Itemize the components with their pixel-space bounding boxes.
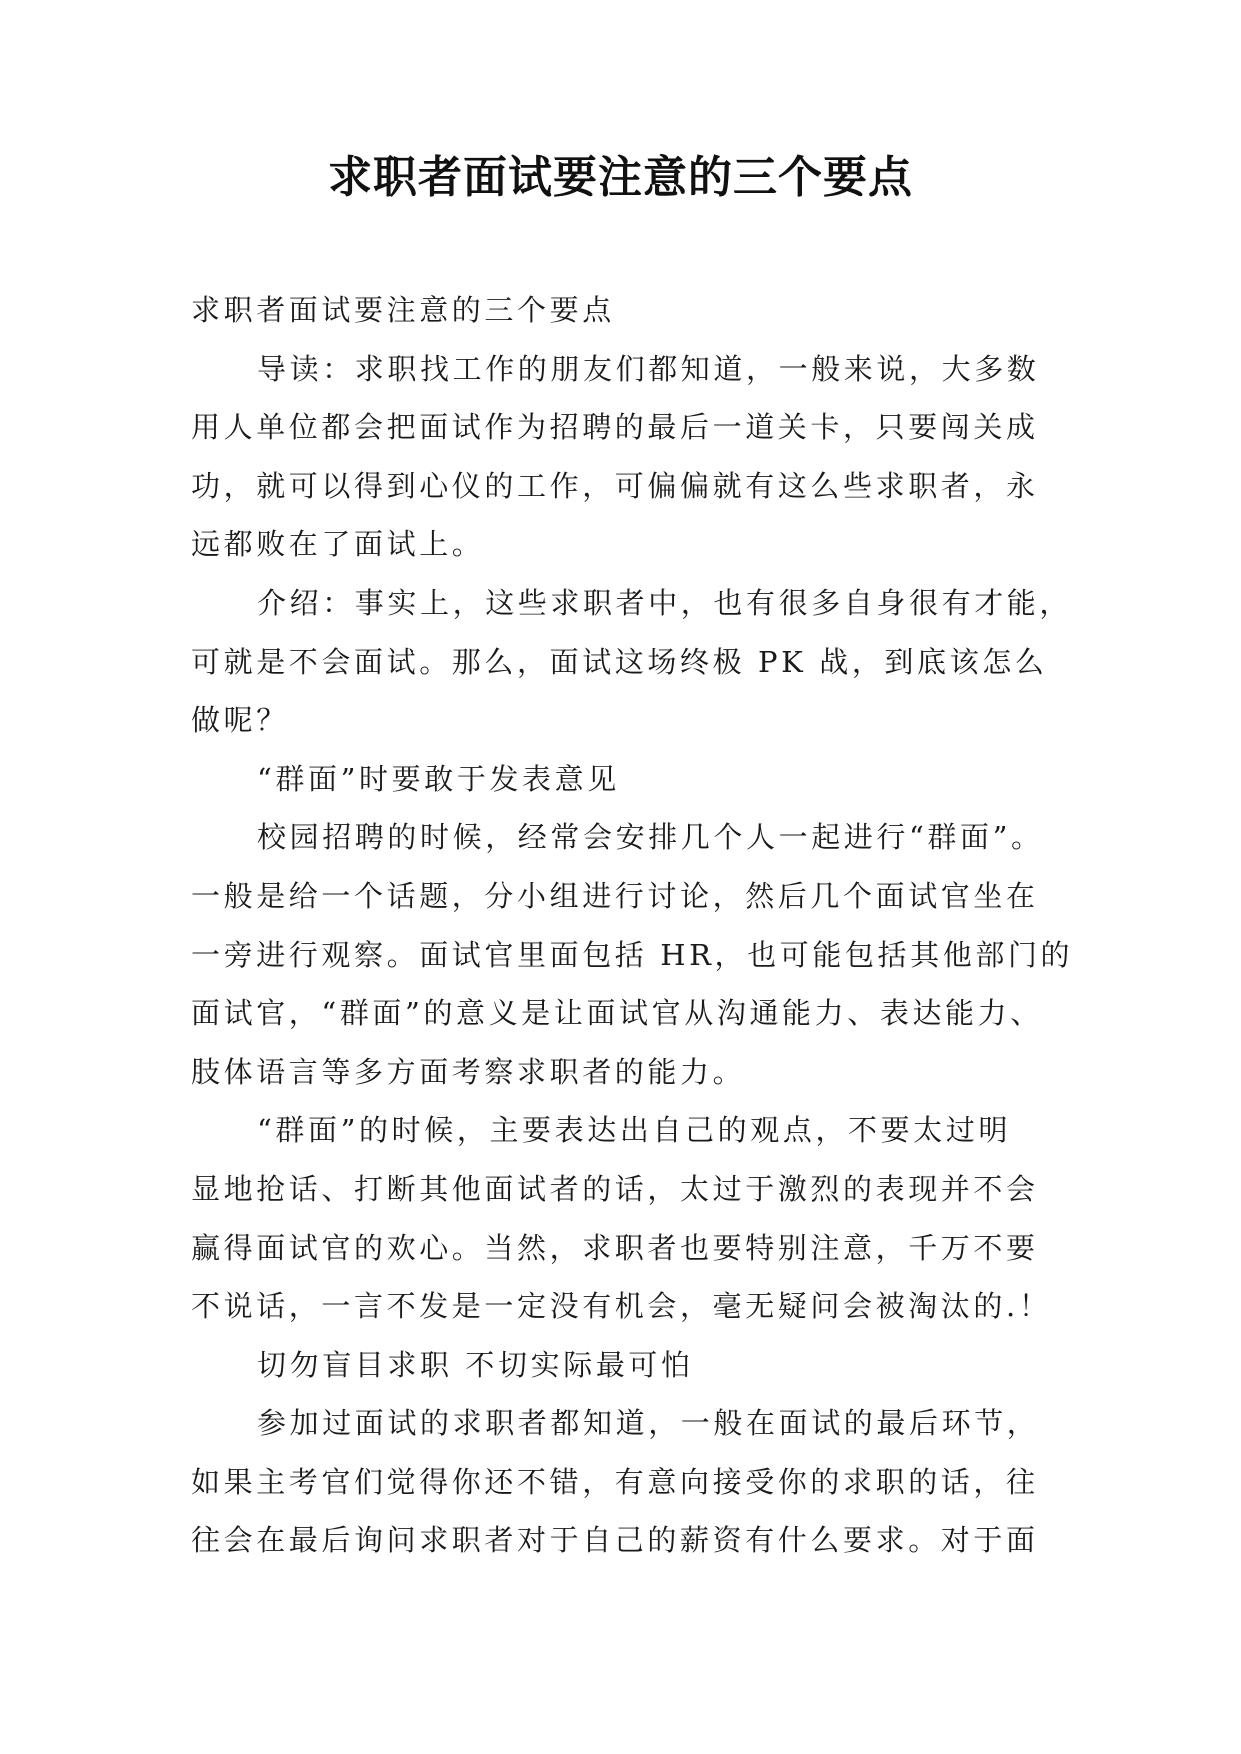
body-line: 导读：求职找工作的朋友们都知道，一般来说，大多数 <box>257 351 1040 386</box>
body-line: 一旁进行观察。面试官里面包括 HR，也可能包括其他部门的 <box>191 937 1074 972</box>
body-line: 功，就可以得到心仪的工作，可偏偏就有这么些求职者，永 <box>191 468 1039 503</box>
body-line: 面试官，“群面”的意义是让面试官从沟通能力、表达能力、 <box>191 996 1043 1031</box>
body-line: 赢得面试官的欢心。当然，求职者也要特别注意，千万不要 <box>191 1230 1039 1265</box>
section-heading: 切勿盲目求职 不切实际最可怕 <box>257 1347 694 1382</box>
body-line: “群面”的时候，主要表达出自己的观点，不要太过明 <box>257 1113 1012 1148</box>
body-line: 求职者面试要注意的三个要点 <box>191 293 615 327</box>
body-line: 用人单位都会把面试作为招聘的最后一道关卡，只要闯关成 <box>191 410 1039 445</box>
body-line: 显地抢话、打断其他面试者的话，太过于激烈的表现并不会 <box>191 1171 1039 1206</box>
document-title: 求职者面试要注意的三个要点 <box>328 152 913 203</box>
body-line: 往会在最后询问求职者对于自己的薪资有什么要求。对于面 <box>191 1523 1039 1558</box>
body-line: 做呢？ <box>191 703 289 738</box>
body-line: 远都败在了面试上。 <box>191 527 485 562</box>
body-line: 可就是不会面试。那么，面试这场终极 PK 战，到底该怎么 <box>191 644 1048 679</box>
document-body <box>191 281 1091 1570</box>
body-line: 参加过面试的求职者都知道，一般在面试的最后环节， <box>257 1406 1040 1441</box>
section-heading: “群面”时要敢于发表意见 <box>257 761 620 796</box>
body-line: 如果主考官们觉得你还不错，有意向接受你的求职的话，往 <box>191 1464 1039 1499</box>
body-line: 肢体语言等多方面考察求职者的能力。 <box>191 1054 746 1089</box>
body-line: 一般是给一个话题，分小组进行讨论，然后几个面试官坐在 <box>191 878 1039 913</box>
body-line: 校园招聘的时候，经常会安排几个人一起进行“群面”。 <box>257 820 1044 855</box>
body-line: 不说话，一言不发是一定没有机会，毫无疑问会被淘汰的.！ <box>191 1289 1052 1324</box>
body-line: 介绍：事实上，这些求职者中，也有很多自身很有才能， <box>257 585 1073 620</box>
